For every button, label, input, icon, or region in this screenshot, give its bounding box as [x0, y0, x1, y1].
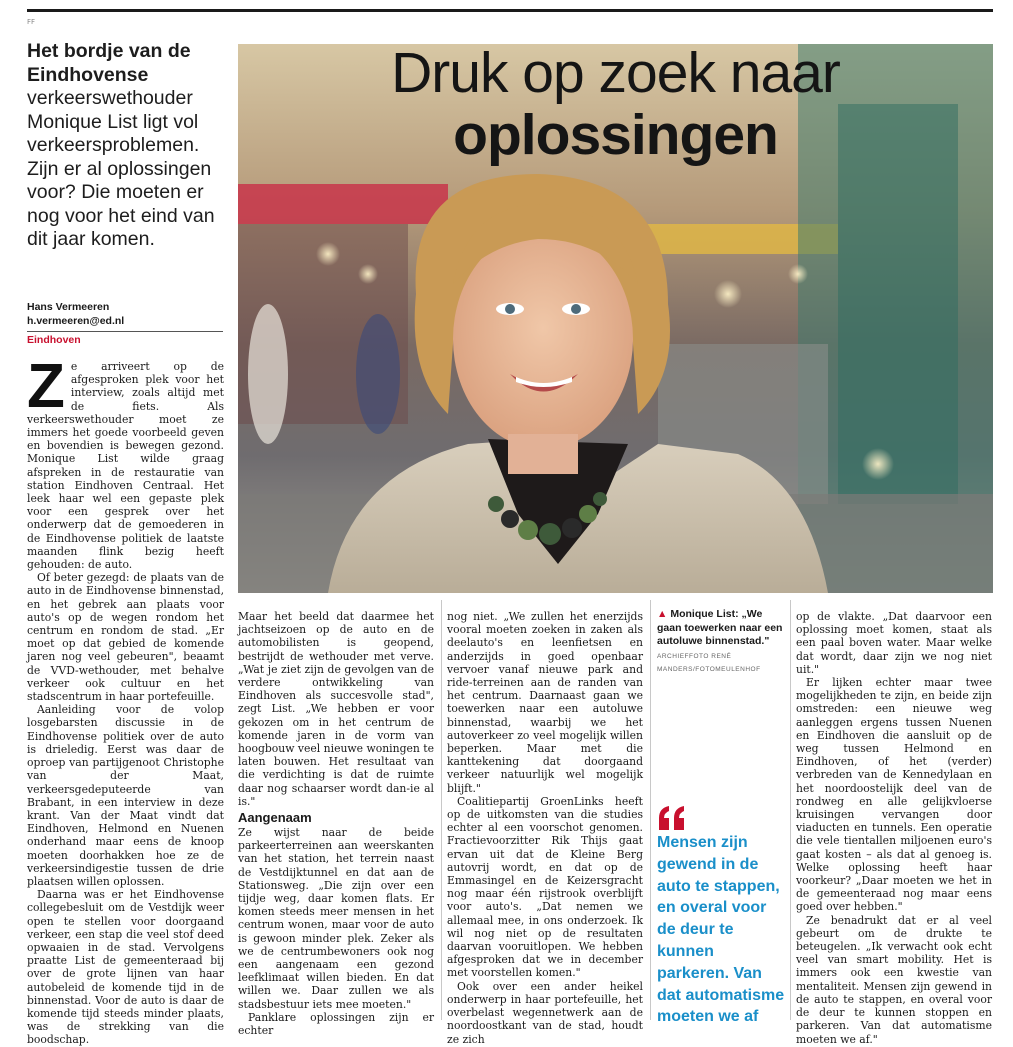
top-rule [27, 9, 993, 12]
photo-caption [657, 608, 784, 676]
caption-triangle-icon: ▲ [657, 608, 668, 620]
byline-email[interactable]: h.vermeeren@ed.nl [27, 315, 125, 327]
drop-cap: Z [27, 352, 65, 421]
col3-paragraph: Ook over een ander heikel onderwerp in haar portefeuille, het overbelast wegennetwerk aan de noordoostkant van de stad, houdt ze zich [447, 979, 643, 1046]
headline-line-1: Druk op zoek naar [391, 41, 840, 105]
photo-credit: ARCHIEFFOTO RENÉ MANDERS/FOTOMEULENHOF [657, 652, 761, 673]
intro-bold: Het bordje van de Eindhovense [27, 40, 191, 86]
column-1 [27, 352, 224, 1047]
column-divider [650, 600, 651, 1020]
column-divider [790, 600, 791, 1020]
pull-quote: Mensen zijn gewend in de auto te stappen, en overal voor de deur te kunnen parkeren. Van dat automatisme moeten we af [657, 834, 785, 1026]
intro-text: verkeerswethouder Monique List ligt vol verkeersproblemen. Zijn er al oplossingen voor? Die moeten er nog voor het eind van dit jaar komen. [27, 87, 215, 250]
col1-paragraph: Daarna was er het Eindhovense collegebesluit om de Vestdijk weer open te stellen voor doorgaand verkeer, een stap die veel stof deed opwaaien in de stad. Vervolgens praatte List de gemeenteraad bij over de grote lijnen van haar autobeleid de komende tijd in de binnenstad. Voor de auto is daar de komende tijd steeds minder plaats, was de strekking van die boodschap. [27, 888, 224, 1047]
col1-paragraph: Aanleiding voor de volop losgebarsten discussie in de Eindhovense politiek over de auto is drieledig. Eerst was daar de oproep van partijgenoot Christophe van der Maat, verkeersgedeputeerde van Brabant, in een interview in deze krant. Van der Maat vindt dat Eindhoven, Helmond en Nuenen onderhand maar eens de knoop moeten doorhakken hoe ze de verkeersindigestie tussen de drie plaatsen willen oplossen. [27, 703, 224, 888]
quote-icon [657, 806, 687, 830]
col2-paragraph: Panklare oplossingen zijn er echter [238, 1010, 434, 1038]
dateline: Eindhoven [27, 334, 81, 346]
column-5 [796, 610, 992, 1046]
headline-line-2: oplossingen [453, 103, 778, 167]
col1-paragraph: Of beter gezegd: de plaats van de auto in de Eindhovense binnenstad, en het gebrek aan plaats voor auto's op de wegen rondom het centrum en rondom de stad. „Er moet op dat gebied de komende jaren nog veel gebeuren", beaamt de VVD-wethouder, met behalve verkeer ook cultuur en het stadscentrum in haar portefeuille. [27, 571, 224, 704]
byline-divider [27, 331, 223, 332]
subhead: Aangenaam [238, 810, 312, 826]
article-intro [27, 40, 227, 252]
col3-paragraph: nog niet. „We zullen het enerzijds vooral moeten zoeken in zaken als deelauto's en leenfietsen en anderzijds in goed openbaar vervoer vanaf nieuwe park and ride-terreinen aan de randen van het centrum. Daarnaast gaan we toewerken naar een autoluwe binnenstad, waarbij we het autoverkeer zo veel mogelijk willen beperken. Maar met die kanttekening dat doorgaand verkeer natuurlijk wel mogelijk blijft." [447, 610, 643, 795]
byline-author: Hans Vermeeren [27, 301, 110, 313]
col5-paragraph: Ze benadrukt dat er al veel gebeurt om de drukte te beteugelen. „Ik verwacht ook echt veel van smart mobility. Het is immers ook een kwestie van mentaliteit. Mensen zijn gewend in de auto te stappen, en overal voor de deur te kunnen stoppen en parkeren. Van dat automatisme moeten we af." [796, 913, 992, 1046]
col3-paragraph: Coalitiepartij GroenLinks heeft op de uitkomsten van die studies echter al een voorschot genomen. Fractievoorzitter Rik Thijs gaat ervan uit dat de Kleine Berg autovrij wordt, en dat op de Emmasingel en de Keizersgracht nog maar één rijstrook overblijft voor auto's. „Dat nemen we allemaal mee, in ons onderzoek. Ik wil nog niet op de resultaten daarvan vooruitlopen. We hebben afgesproken dat we in december met voorstellen komen." [447, 794, 643, 980]
column-2 [238, 610, 434, 1037]
col2-paragraph: Ze wijst naar de beide parkeerterreinen aan weerskanten van het station, het terrein naast de Vestdijktunnel en dat aan de Stationsweg. „Die zijn over een tijdje weg, daar komen flats. Er komen steeds meer mensen in het centrum wonen, maar voor de auto is gewoon minder plek. Zeker als we de centrumbewoners ook nog een aangenaam een gezond leefklimaat willen bieden. En dat willen we. Daar zullen we als stadsbestuur iets mee moeten." [238, 826, 434, 1011]
folio: FF [27, 18, 36, 26]
headline [238, 41, 993, 167]
col5-paragraph: Er lijken echter maar twee mogelijkheden te zijn, en beide zijn omstreden: een nieuwe weg aanleggen ergens tussen Nuenen en Eindhoven die aansluit op de weg tussen Helmond en Eindhoven, of het (verder) verbreden van de Kennedylaan en het noordoostelijk deel van de rondweg en alle gelijkvloerse kruisingen vervangen door viaducten en tunnels. Een operatie die vele tientallen miljoenen euro's gaat kosten – als dat al genoeg is. Welke oplossing heeft haar voorkeur? „Daar moeten we het in de gemeenteraad nog maar eens goed over hebben." [796, 676, 992, 914]
column-3 [447, 610, 643, 1046]
col5-paragraph: op de vlakte. „Dat daarvoor een oplossing moet komen, staat als een paal boven water. Maar welke dat wordt, daar zijn we nog niet uit." [796, 610, 992, 676]
column-divider [441, 600, 442, 1020]
caption-text: Monique List: „We gaan toewerken naar een autoluwe binnenstad." [657, 608, 783, 647]
byline [27, 300, 223, 328]
col2-paragraph: Maar het beeld dat daarmee het jachtseizoen op de auto en de automobilisten is geopend, bestrijdt de wethouder met verve. „Wat je ziet zijn de gevolgen van de verdere ontwikkeling van Eindhoven als succesvolle stad", zegt List. „We hebben er voor gekozen om in het centrum de komende jaren in de vorm van hoogbouw veel nieuwe woningen te laten bouwen. Het resultaat van die verdichting is dat de ruimte daar nog schaarser wordt dan-ie al is." [238, 610, 434, 808]
col1-paragraph: Ze arriveert op de afgesproken plek voor het interview, zoals altijd met de fiets. Als verkeerswethouder moet ze immers het goede voorbeeld geven en bovendien is bewegen gezond. Monique List wilde graag afspreken in de restauratie van station Eindhoven Centraal. Het leek haar wel een gepaste plek voor een gesprek over het onderwerp dat de gemoederen in de Eindhovense politiek de laatste maanden flink bezig heeft gehouden: de auto. [27, 352, 224, 572]
